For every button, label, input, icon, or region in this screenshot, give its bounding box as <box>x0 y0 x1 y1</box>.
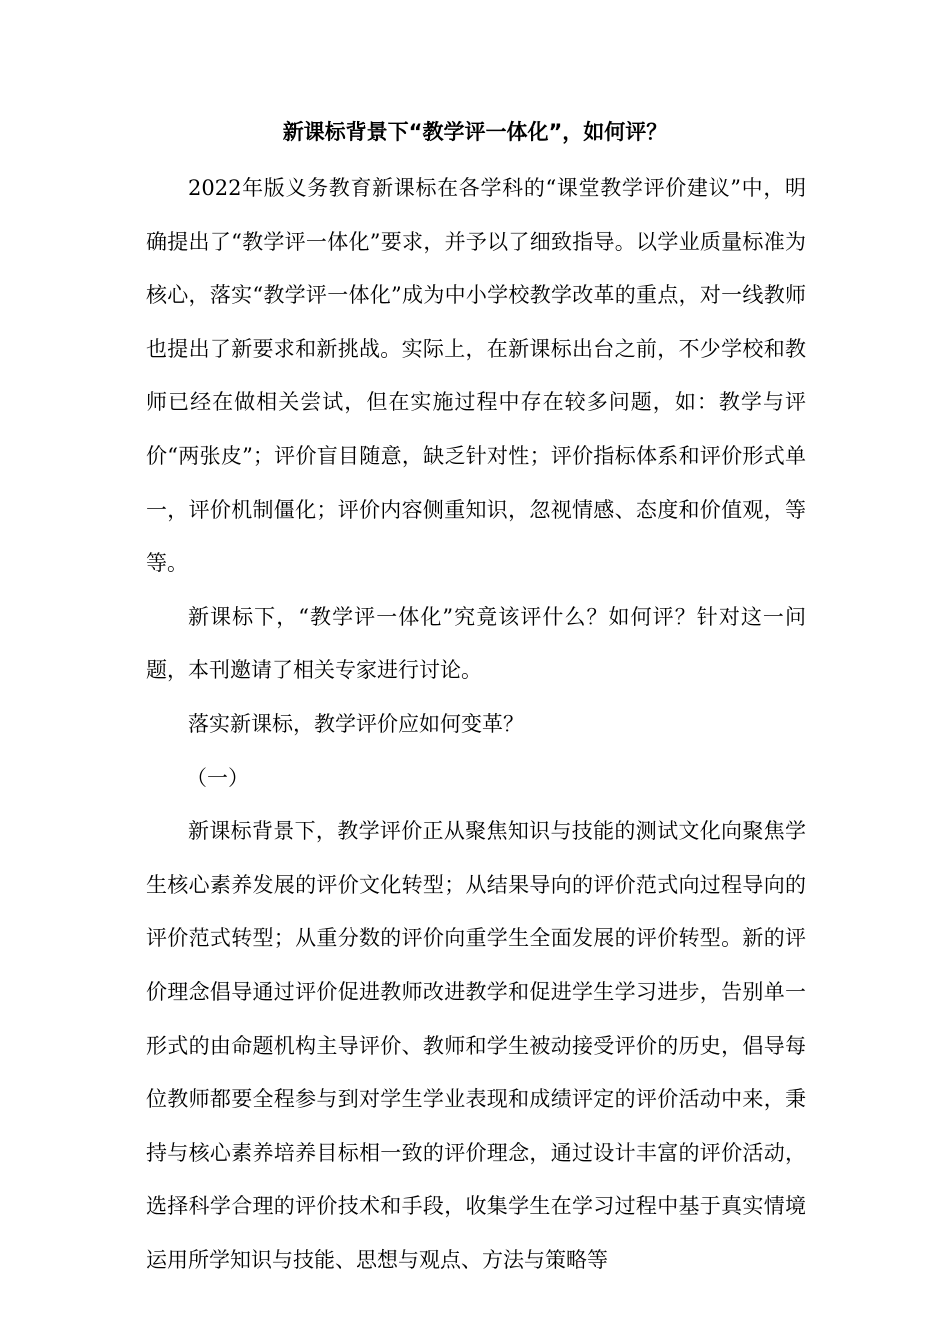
document-body <box>146 162 806 1287</box>
document-title: 新课标背景下“教学评一体化”，如何评？ <box>282 120 668 144</box>
paragraph-section-one: 新课标背景下，教学评价正从聚焦知识与技能的测试文化向聚焦学生核心素养发展的评价文化转型；从结果导向的评价范式向过程导向的评价范式转型；从重分数的评价向重学生全面发展的评价转型。新的评价理念倡导通过评价促进教师改进教学和促进学生学习进步，告别单一形式的由命题机构主导评价、教师和学生被动接受评价的历史，倡导每位教师都要全程参与到对学生学业表现和成绩评定的评价活动中来，秉持与核心素养培养目标相一致的评价理念，通过设计丰富的评价活动，选择科学合理的评价技术和手段，收集学生在学习过程中基于真实情境运用所学知识与技能、思想与观点、方法与策略等 <box>146 819 806 1272</box>
paragraph-intro: 2022年版义务教育新课标在各学科的“课堂教学评价建议”中，明确提出了“教学评一体化”要求，并予以了细致指导。以学业质量标准为核心，落实“教学评一体化”成为中小学校教学改革的重点，对一线教师也提出了新要求和新挑战。实际上，在新课标出台之前，不少学校和教师已经在做相关尝试，但在实施过程中存在较多问题，如：教学与评价“两张皮”；评价盲目随意，缺乏针对性；评价指标体系和评价形式单一，评价机制僵化；评价内容侧重知识，忽视情感、态度和价值观，等等。 <box>146 176 806 576</box>
section-heading: 落实新课标，教学评价应如何变革？ <box>188 711 524 736</box>
section-number: （一） <box>186 765 249 790</box>
paragraph-question: 新课标下，“教学评一体化”究竟该评什么？如何评？针对这一问题，本刊邀请了相关专家进行讨论。 <box>146 604 806 683</box>
